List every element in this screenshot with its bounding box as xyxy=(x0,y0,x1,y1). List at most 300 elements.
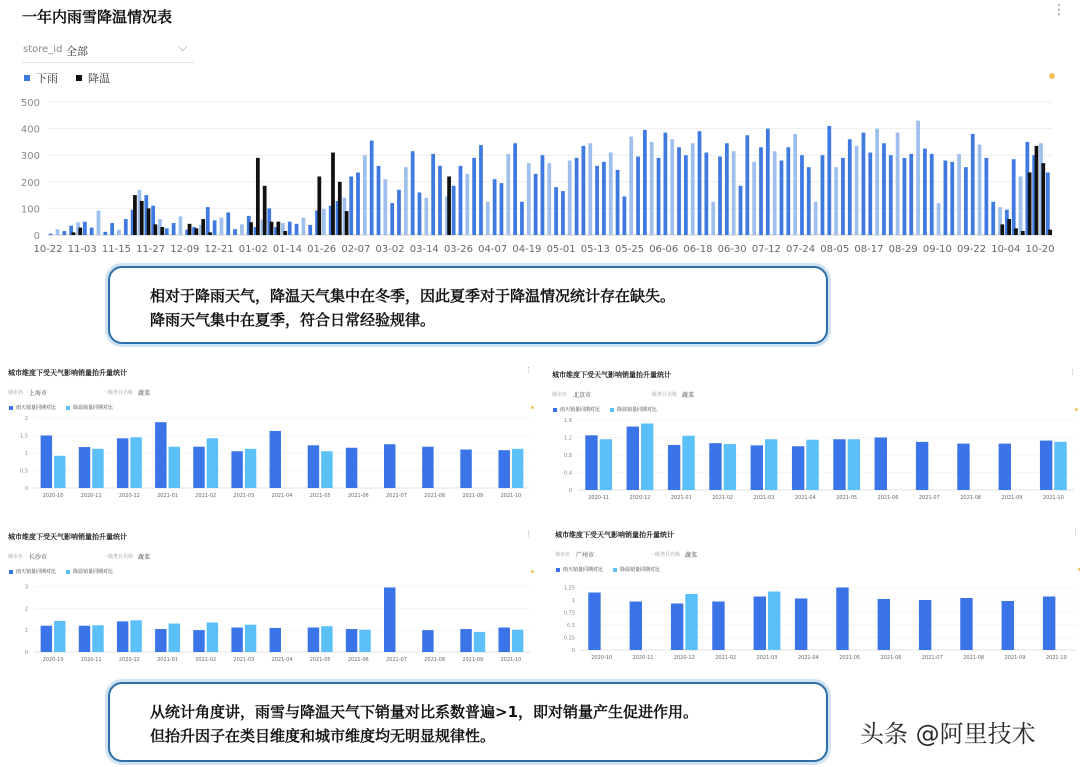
bar-cool xyxy=(345,211,349,235)
status-dot xyxy=(1075,408,1078,411)
callout-2-line-1: 从统计角度讲，雨雪与降温天气下销量对比系数普遍>1，即对销量产生促进作用。 xyxy=(150,703,699,721)
city-filter-select[interactable]: 上海市 xyxy=(29,390,48,397)
bar-rain xyxy=(814,202,818,235)
bar-rain xyxy=(493,179,497,235)
bar-cool xyxy=(160,227,164,235)
bar-rain xyxy=(404,167,408,235)
legend-item-cool-ratio[interactable] xyxy=(66,568,113,575)
legend-item-cool-ratio[interactable] xyxy=(613,566,660,573)
x-tick-label: 2021-06 xyxy=(347,493,369,499)
bar-rain-ratio xyxy=(709,443,721,490)
x-tick-label: 2021-03 xyxy=(233,657,255,663)
bar-rain xyxy=(821,155,825,235)
x-tick-label: 08-29 xyxy=(888,244,918,255)
bar-rain xyxy=(663,133,667,235)
y-tick-label: 0.8 xyxy=(564,453,572,459)
status-dot xyxy=(531,406,534,409)
city-filter-label: 城市名 xyxy=(552,392,568,398)
x-tick-label: 2021-05 xyxy=(309,493,331,499)
x-tick-label: 2021-04 xyxy=(797,655,819,661)
legend-label: 降温销量同期对比 xyxy=(617,407,658,413)
bar-rain xyxy=(916,121,920,235)
bar-rain xyxy=(117,230,121,235)
x-tick-label: 07-24 xyxy=(786,244,816,255)
bar-cool-ratio xyxy=(512,630,523,652)
legend-item-cool[interactable] xyxy=(76,70,110,86)
bar-cool xyxy=(283,231,287,235)
category-filter-select[interactable]: 蔬菜 xyxy=(138,554,151,561)
bar-rain xyxy=(657,158,661,235)
legend-swatch-cool xyxy=(76,75,82,81)
bar-rain xyxy=(643,130,647,235)
bar-rain xyxy=(855,146,859,235)
bar-rain-ratio xyxy=(308,445,319,488)
bar-rain-ratio xyxy=(712,602,724,651)
x-tick-label: 2021-08 xyxy=(960,495,982,501)
legend-item-rain[interactable] xyxy=(24,70,58,86)
bar-rain-ratio xyxy=(795,599,807,651)
x-tick-label: 2020-11 xyxy=(588,495,610,501)
city-filter-select[interactable]: 广州市 xyxy=(576,552,595,559)
y-tick-label: 1.5 xyxy=(20,433,28,440)
x-tick-label: 03-02 xyxy=(375,244,405,255)
bar-rain xyxy=(793,134,797,235)
bar-rain xyxy=(288,222,292,235)
bar-cool-ratio xyxy=(130,437,141,488)
bar-cool xyxy=(208,232,212,235)
bar-rain xyxy=(370,141,374,235)
x-tick-label: 2021-05 xyxy=(309,657,331,663)
bar-rain xyxy=(739,186,743,235)
bar-rain xyxy=(875,129,879,235)
bar-rain-ratio xyxy=(630,602,642,651)
bar-rain xyxy=(438,166,442,235)
bar-cool-ratio xyxy=(765,439,777,490)
bar-rain-ratio xyxy=(270,628,281,652)
bar-rain xyxy=(609,153,613,235)
bar-rain-ratio xyxy=(422,630,433,652)
y-tick-label: 2 xyxy=(24,416,28,422)
callout-box-1 xyxy=(108,266,828,344)
bar-rain xyxy=(424,198,428,235)
x-tick-label: 2021-10 xyxy=(1042,495,1064,501)
city-panel-beijing xyxy=(552,370,1080,520)
bar-cool-ratio xyxy=(724,444,736,490)
bar-rain xyxy=(568,161,572,235)
x-tick-label: 2021-07 xyxy=(918,495,940,501)
bar-rain xyxy=(848,139,852,235)
x-tick-label: 2021-08 xyxy=(424,657,446,663)
bar-cool-ratio xyxy=(512,449,523,488)
bar-rain xyxy=(459,166,463,235)
legend-label-rain: 下雨 xyxy=(36,72,58,85)
x-tick-label: 01-26 xyxy=(307,244,337,255)
bar-rain-ratio xyxy=(498,450,509,488)
legend-label: 雨天销量同期对比 xyxy=(16,569,57,575)
y-tick-label: 0 xyxy=(571,648,575,654)
y-tick-label: 0.4 xyxy=(564,470,572,477)
x-tick-label: 11-27 xyxy=(136,244,166,255)
x-tick-label: 05-13 xyxy=(580,244,610,255)
category-filter-label: 一级类目名称 xyxy=(650,552,681,558)
bar-rain xyxy=(56,229,60,235)
callout-1-line-1: 相对于降雨天气，降温天气集中在冬季，因此夏季对于降温情况统计存在缺失。 xyxy=(150,287,676,305)
y-tick-label: 300 xyxy=(20,151,40,163)
bar-rain xyxy=(985,158,989,235)
bar-rain-ratio xyxy=(668,445,680,490)
bar-rain xyxy=(547,163,551,235)
panel-title: 城市维度下受天气影响销量抬升量统计 xyxy=(8,369,127,377)
bar-cool xyxy=(338,182,342,235)
bar-rain xyxy=(827,126,831,235)
bar-rain xyxy=(868,153,872,235)
x-tick-label: 2021-01 xyxy=(157,493,178,499)
legend-item-rain-ratio[interactable] xyxy=(9,404,56,411)
bar-rain-ratio xyxy=(1040,441,1052,490)
x-tick-label: 06-30 xyxy=(717,244,747,255)
store-filter-select[interactable]: 全部 xyxy=(66,45,88,58)
bar-rain xyxy=(978,145,982,235)
x-tick-label: 04-19 xyxy=(512,244,542,255)
category-filter-label: 一级类目名称 xyxy=(647,392,678,398)
bar-cool xyxy=(263,186,267,235)
callout-box-2 xyxy=(108,682,828,762)
bar-cool xyxy=(1035,146,1039,235)
bar-rain xyxy=(110,223,114,235)
bar-rain xyxy=(670,139,674,235)
bar-rain xyxy=(390,203,394,235)
bar-rain xyxy=(807,167,811,235)
bar-cool-ratio xyxy=(169,624,180,652)
x-tick-label: 2020-10 xyxy=(591,655,613,661)
x-tick-label: 2021-05 xyxy=(836,495,858,501)
bar-cool xyxy=(1048,230,1052,235)
more-options-icon[interactable]: ⋮ xyxy=(1069,368,1076,376)
bar-cool-ratio xyxy=(848,439,860,490)
bar-rain-ratio xyxy=(422,447,433,488)
ratio-bar-chart xyxy=(552,414,1080,514)
x-tick-label: 2021-03 xyxy=(753,495,775,501)
more-options-icon[interactable]: ⋮ xyxy=(525,366,532,374)
category-filter-select[interactable]: 蔬菜 xyxy=(685,552,698,559)
bar-rain xyxy=(944,161,948,235)
city-panel-guangzhou xyxy=(555,530,1080,680)
x-tick-label: 01-14 xyxy=(272,244,302,255)
y-tick-label: 0 xyxy=(33,231,40,242)
x-tick-label: 2021-02 xyxy=(195,493,217,499)
bar-rain xyxy=(766,129,770,235)
city-filter-select[interactable]: 长沙市 xyxy=(29,554,48,561)
city-filter-select[interactable]: 北京市 xyxy=(573,392,592,399)
city-filter-label: 城市名 xyxy=(8,554,24,560)
bar-rain-ratio xyxy=(193,447,204,488)
x-tick-label: 2020-11 xyxy=(80,657,102,663)
x-tick-label: 01-02 xyxy=(238,244,268,255)
x-tick-label: 08-17 xyxy=(854,244,884,255)
y-tick-label: 1.25 xyxy=(563,585,575,592)
y-tick-label: 0.25 xyxy=(563,635,575,642)
x-tick-label: 2021-08 xyxy=(424,493,446,499)
bar-cool-ratio xyxy=(474,632,485,652)
bar-rain-ratio xyxy=(671,604,683,651)
bar-rain xyxy=(62,231,66,235)
y-tick-label: 100 xyxy=(20,204,40,216)
bar-rain xyxy=(698,131,702,235)
bar-rain xyxy=(800,155,804,235)
panel-title: 城市维度下受天气影响销量抬升量统计 xyxy=(552,371,671,379)
bar-rain-ratio xyxy=(754,597,766,651)
store-filter-label: store_id xyxy=(23,44,63,55)
callout-2-line-2: 但抬升因子在类目维度和城市维度均无明显规律性。 xyxy=(150,727,496,745)
bar-cool xyxy=(188,224,192,235)
legend-swatch xyxy=(610,408,614,412)
y-tick-label: 1.6 xyxy=(564,418,572,424)
x-tick-label: 07-12 xyxy=(751,244,781,255)
y-tick-label: 400 xyxy=(20,124,40,136)
city-filter-label: 城市名 xyxy=(555,552,571,558)
city-filter-label: 城市名 xyxy=(8,390,24,396)
x-tick-label: 06-18 xyxy=(683,244,713,255)
bar-rain xyxy=(896,133,900,235)
x-tick-label: 2020-12 xyxy=(673,655,695,661)
bar-cool-ratio xyxy=(92,625,103,652)
bar-rain xyxy=(295,224,299,235)
bar-rain-ratio xyxy=(1043,597,1055,651)
bar-rain-ratio xyxy=(308,628,319,653)
bar-rain-ratio xyxy=(460,450,471,489)
bar-rain xyxy=(520,202,524,235)
bar-rain xyxy=(500,183,504,235)
bar-cool-ratio xyxy=(768,592,780,651)
bar-cool xyxy=(256,158,260,235)
category-filter-select[interactable]: 蔬菜 xyxy=(682,392,695,399)
x-tick-label: 11-15 xyxy=(101,244,131,255)
bar-rain-ratio xyxy=(231,628,242,653)
bar-rain xyxy=(124,219,128,235)
x-tick-label: 2021-01 xyxy=(670,495,692,501)
x-tick-label: 10-22 xyxy=(33,244,63,255)
bar-cool-ratio xyxy=(321,451,332,488)
bar-cool xyxy=(1021,231,1025,235)
bar-rain xyxy=(377,166,381,235)
bar-rain-ratio xyxy=(875,438,887,491)
x-tick-label: 2021-02 xyxy=(715,655,737,661)
more-options-icon[interactable]: ⋮ xyxy=(1052,2,1066,18)
bar-rain xyxy=(862,133,866,235)
bar-rain xyxy=(165,228,169,235)
x-tick-label: 09-10 xyxy=(922,244,952,255)
x-tick-label: 2021-04 xyxy=(271,493,293,499)
bar-rain xyxy=(561,191,565,235)
x-tick-label: 05-25 xyxy=(614,244,645,255)
bar-cool-ratio xyxy=(130,620,141,652)
legend-swatch xyxy=(613,568,617,572)
bar-rain xyxy=(650,142,654,235)
y-tick-label: 500 xyxy=(20,98,40,109)
bar-rain xyxy=(602,162,606,235)
x-tick-label: 02-07 xyxy=(341,244,371,255)
legend-item-rain-ratio[interactable] xyxy=(556,566,603,573)
x-tick-label: 2021-09 xyxy=(1001,495,1023,501)
bar-rain xyxy=(220,218,224,235)
bar-rain-ratio xyxy=(999,444,1011,490)
bar-rain-ratio xyxy=(585,435,597,490)
city-panel-changsha xyxy=(8,532,536,682)
legend-label: 雨天销量同期对比 xyxy=(560,407,601,413)
bar-cool-ratio xyxy=(245,625,256,652)
bar-rain xyxy=(90,228,94,235)
bar-rain xyxy=(950,162,954,235)
x-tick-label: 2021-03 xyxy=(756,655,778,661)
category-filter-label: 一级类目名称 xyxy=(103,554,134,560)
bar-cool-ratio xyxy=(207,622,218,652)
bar-rain xyxy=(383,179,387,235)
bar-rain xyxy=(172,223,176,235)
x-tick-label: 10-04 xyxy=(991,244,1021,255)
bar-rain xyxy=(233,229,237,235)
x-tick-label: 11-03 xyxy=(67,244,97,255)
bar-cool xyxy=(317,176,321,235)
bar-rain xyxy=(486,202,490,235)
category-filter-select[interactable]: 蔬菜 xyxy=(138,390,151,397)
legend-label: 雨天销量同期对比 xyxy=(16,405,57,411)
bar-cool-ratio xyxy=(54,456,65,488)
bar-rain xyxy=(465,174,469,235)
y-tick-label: 1 xyxy=(24,628,28,635)
legend-swatch-rain xyxy=(24,75,30,81)
bar-cool-ratio xyxy=(685,594,697,650)
y-tick-label: 0.75 xyxy=(563,610,575,617)
bar-rain xyxy=(882,143,886,235)
bar-cool xyxy=(78,228,82,235)
x-tick-label: 2021-04 xyxy=(271,657,293,663)
bar-rain-ratio xyxy=(960,598,972,650)
bar-rain xyxy=(909,154,913,235)
legend-item-cool-ratio[interactable] xyxy=(610,406,657,413)
bar-rain-ratio xyxy=(155,422,166,488)
status-dot xyxy=(531,570,534,573)
legend-item-cool-ratio[interactable] xyxy=(66,404,113,411)
bar-rain xyxy=(431,154,435,235)
bar-rain-ratio xyxy=(1002,601,1014,650)
bar-rain xyxy=(684,155,688,235)
bar-rain xyxy=(964,167,968,235)
bar-rain-ratio xyxy=(346,629,357,652)
legend-item-rain-ratio[interactable] xyxy=(9,568,56,575)
bar-cool-ratio xyxy=(806,440,818,490)
bar-rain-ratio xyxy=(836,588,848,651)
bar-rain-ratio xyxy=(231,451,242,488)
legend-item-rain-ratio[interactable] xyxy=(553,406,600,413)
bar-cool xyxy=(147,208,151,235)
bar-rain-ratio xyxy=(460,629,471,652)
y-tick-label: 1.2 xyxy=(564,435,572,442)
bar-rain-ratio xyxy=(384,587,395,652)
ratio-bar-chart xyxy=(8,576,536,676)
bar-cool-ratio xyxy=(600,439,612,490)
bar-rain xyxy=(677,147,681,235)
bar-rain xyxy=(623,196,627,235)
bar-rain xyxy=(49,234,53,235)
legend-swatch xyxy=(66,570,70,574)
bar-rain-ratio xyxy=(627,427,639,490)
more-options-icon[interactable]: ⋮ xyxy=(1072,528,1079,536)
bar-rain xyxy=(582,146,586,235)
chevron-down-icon[interactable]: ⌵ xyxy=(178,40,188,54)
x-tick-label: 2020-10 xyxy=(42,493,64,499)
legend-label: 雨天销量同期对比 xyxy=(563,567,604,573)
bar-rain xyxy=(923,149,927,235)
bar-rain xyxy=(957,154,961,235)
legend-swatch xyxy=(553,408,557,412)
bar-rain xyxy=(1012,159,1016,235)
bar-rain xyxy=(97,211,101,235)
bar-rain xyxy=(349,176,353,235)
bar-cool xyxy=(72,232,76,235)
x-tick-label: 2021-05 xyxy=(839,655,861,661)
y-tick-label: 2 xyxy=(24,606,28,613)
bar-rain xyxy=(937,203,941,235)
bar-rain xyxy=(616,170,620,235)
callout-1-line-2: 降雨天气集中在夏季，符合日常经验规律。 xyxy=(150,311,436,329)
x-tick-label: 2020-11 xyxy=(80,493,102,499)
bar-rain xyxy=(411,151,415,235)
bar-cool xyxy=(1007,219,1011,235)
legend-swatch xyxy=(556,568,560,572)
bar-rain-ratio xyxy=(878,599,890,650)
bar-cool xyxy=(1014,228,1018,235)
bar-rain-ratio xyxy=(41,436,52,489)
bar-cool xyxy=(331,153,335,235)
x-tick-label: 2021-09 xyxy=(1004,655,1026,661)
bar-rain xyxy=(363,155,367,235)
bar-rain xyxy=(718,157,722,235)
bar-cool xyxy=(276,222,280,235)
y-tick-label: 0 xyxy=(24,486,28,492)
legend-label-cool: 降温 xyxy=(88,72,110,85)
bar-rain xyxy=(629,137,633,235)
bar-rain xyxy=(588,143,592,235)
bar-rain xyxy=(322,209,326,235)
bar-cool xyxy=(249,222,253,235)
y-tick-label: 1 xyxy=(24,451,28,457)
bar-rain-ratio xyxy=(751,445,763,490)
bar-rain xyxy=(513,143,517,235)
bar-rain xyxy=(903,158,907,235)
bar-rain xyxy=(732,151,736,235)
x-tick-label: 04-07 xyxy=(478,244,508,255)
bar-cool-ratio xyxy=(92,449,103,488)
bar-cool xyxy=(195,228,199,235)
more-options-icon[interactable]: ⋮ xyxy=(525,530,532,538)
bar-rain xyxy=(302,218,306,235)
ratio-bar-chart xyxy=(555,574,1080,674)
bar-cool-ratio xyxy=(54,621,65,652)
bar-cool xyxy=(154,224,158,235)
bar-rain xyxy=(541,155,545,235)
x-tick-label: 2021-01 xyxy=(157,657,178,663)
x-tick-label: 2021-02 xyxy=(195,657,217,663)
legend-label: 降温销量同期对比 xyxy=(73,405,114,411)
x-tick-label: 2021-06 xyxy=(877,495,899,501)
y-tick-label: 0 xyxy=(568,488,572,494)
bar-rain-ratio xyxy=(117,621,128,652)
bar-cool-ratio xyxy=(682,436,694,490)
bar-rain xyxy=(595,166,599,235)
bar-rain xyxy=(452,186,456,235)
bar-rain xyxy=(759,147,763,235)
bar-rain xyxy=(636,157,640,235)
